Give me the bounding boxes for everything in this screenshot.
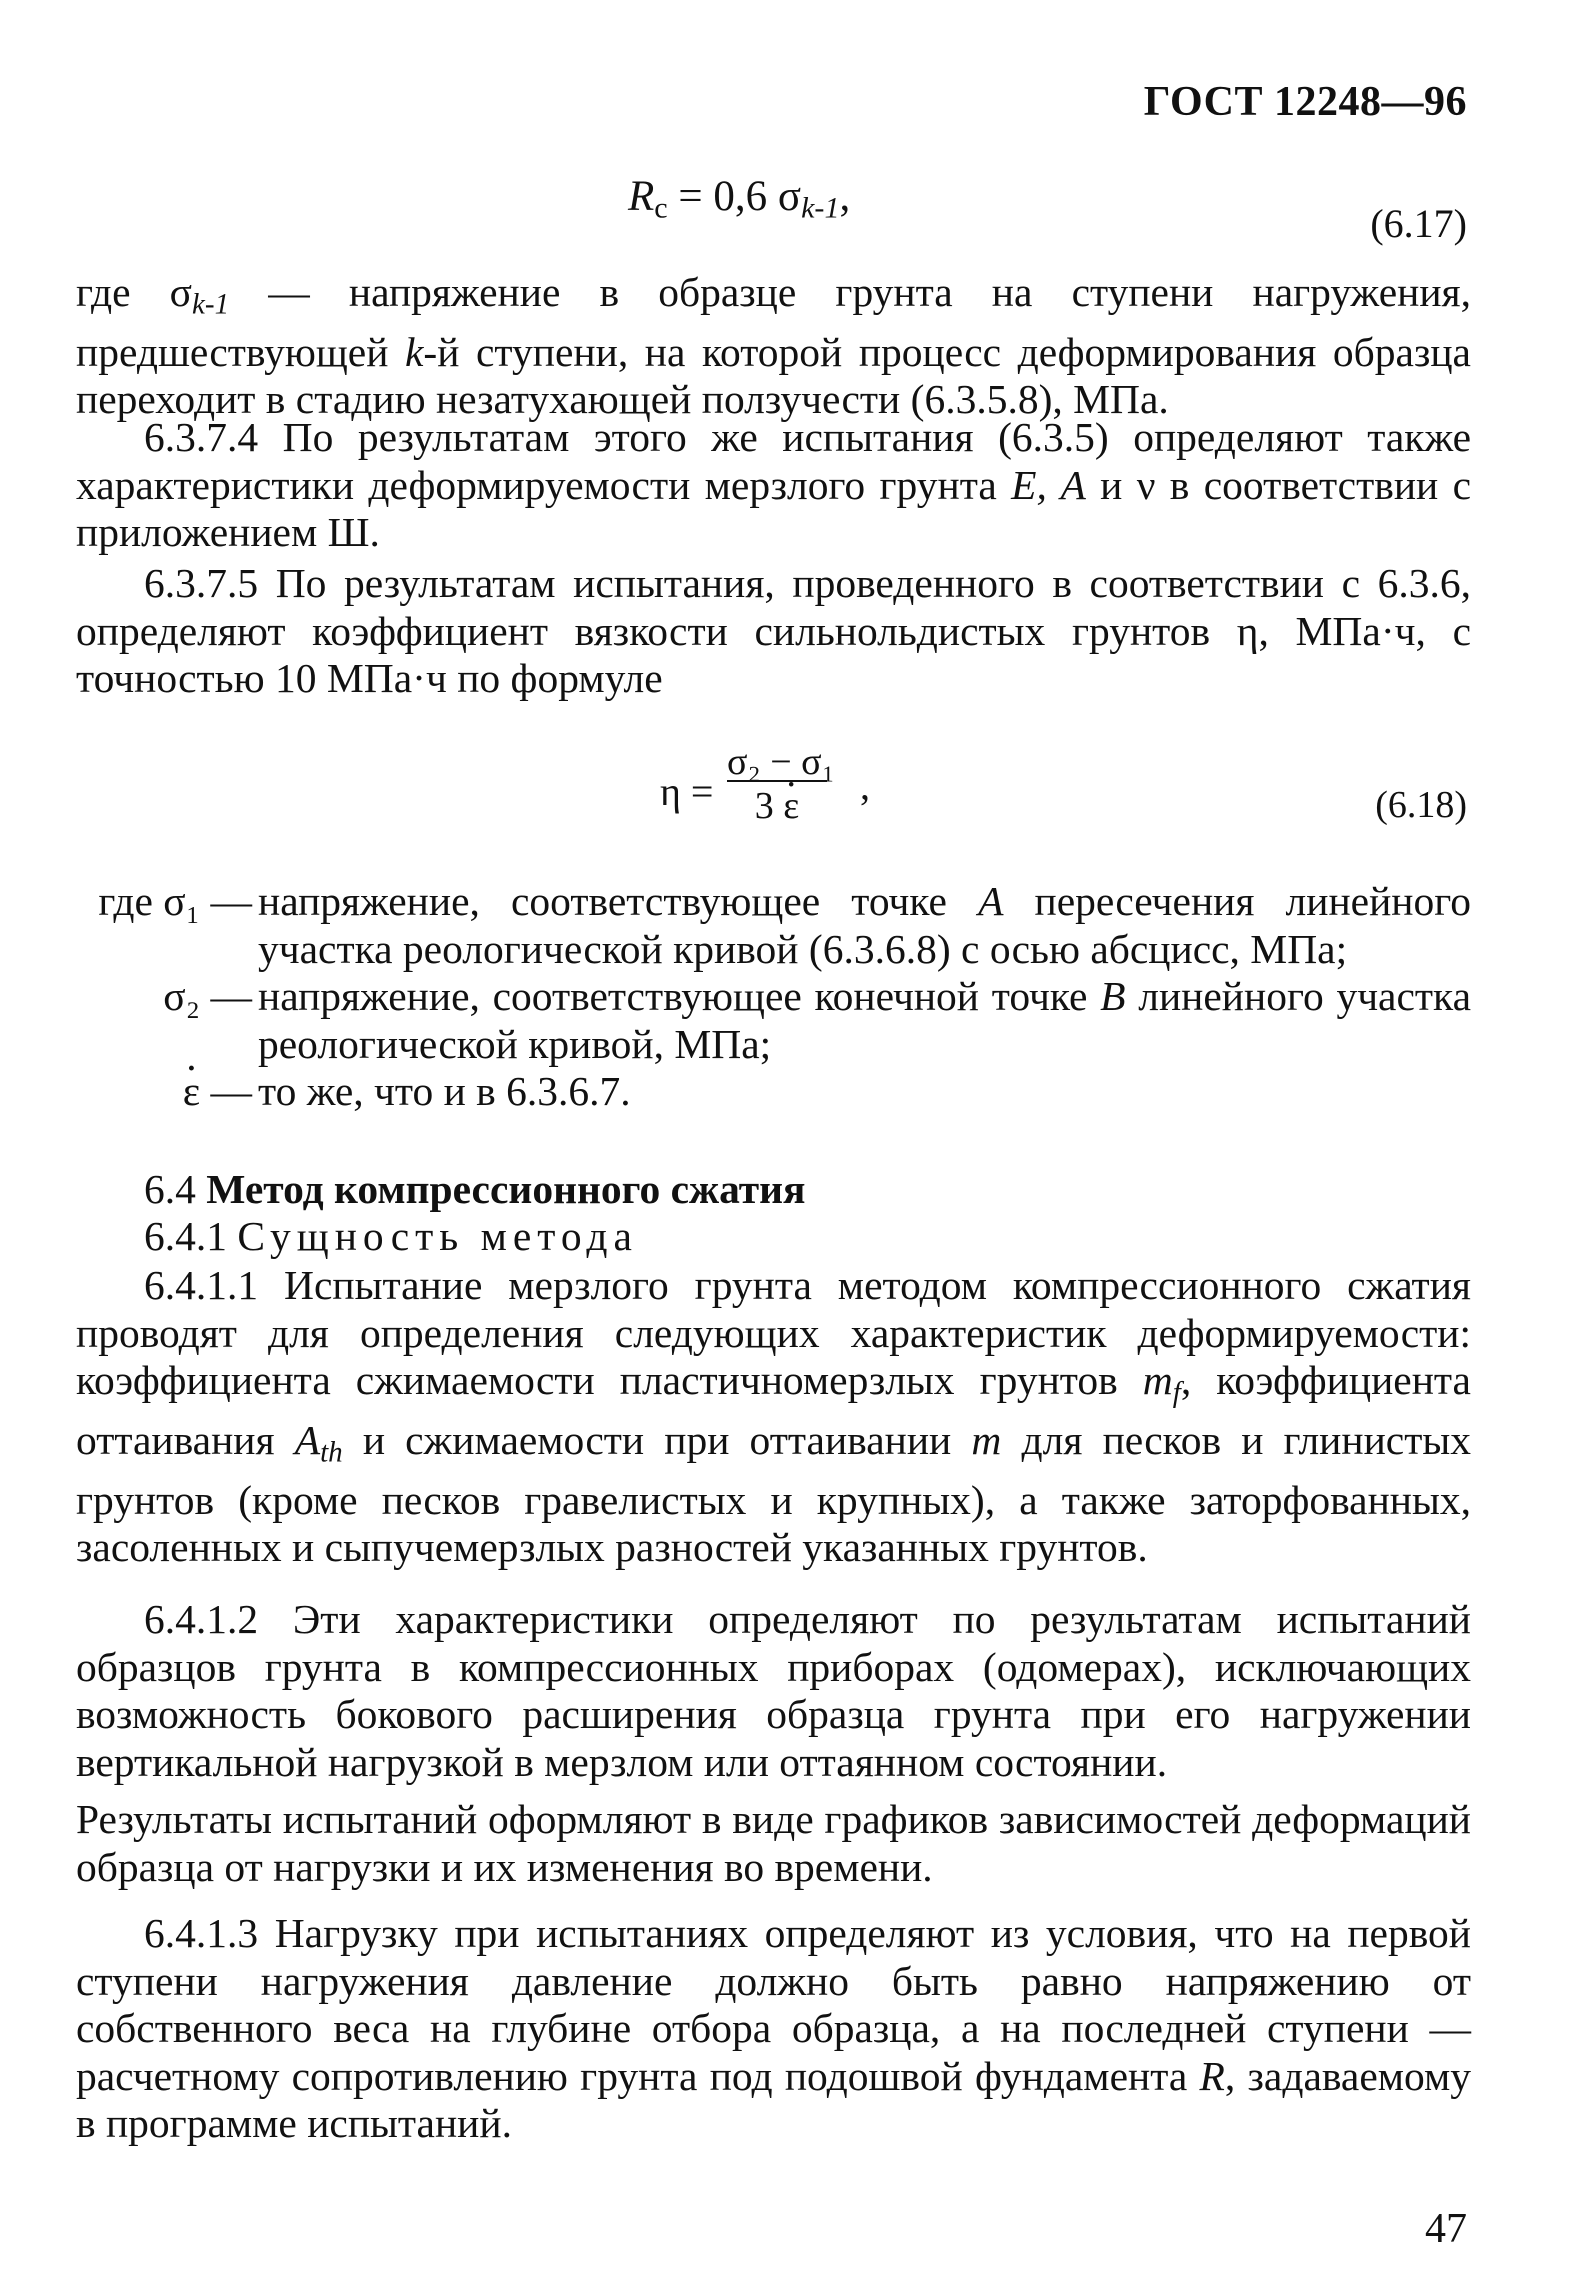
definition-6-17: где $\sigma_{k-1}$ — напряжение в образце грунта на ступени нагружения, предшествующей k-й ступени, на которой процесс деформирования образца переходит в стадию незатухающей ползучести (6.3.5.8), МПа. [76,269,1471,423]
definition-epsilon-dot: · ε — то же, что и в 6.3.6.7. [76,1068,1471,1116]
document-header: ГОСТ 12248—96 [1143,79,1467,125]
fraction-denominator: 3 · ε [727,784,827,828]
paragraph-6-4-1-1: 6.4.1.1 Испытание мерзлого грунта методом компрессионного сжатия проводят для определения следующих характеристик деформируемости: коэффициента сжимаемости пластичномерзлых грунтов $m_f$, коэффициента оттаивания $A_{th}$ и сжимаемости при оттаивании m для песков и глинистых грунтов (кроме песков гравелистых и крупных), а также заторфованных, засоленных и сыпучемерзлых разностей указанных грунтов. [76,1262,1471,1570]
definition-symbol: σ₂ — [163,973,252,1019]
definition-symbol: где σ₁ — [98,878,252,924]
fraction-bar [727,780,827,782]
definition-sigma1: где σ₁ — напряжение, соответствующее точке A пересечения линейного участка реологической кривой (6.3.6.8) с осью абсцисс, МПа; [76,878,1471,973]
paragraph-6-3-7-4: 6.3.7.4 По результатам этого же испытания (6.3.5) определяют также характеристики деформируемости мерзлого грунта E, A и ν в соответствии с приложением Ш. [76,414,1471,555]
formula-6-17: $R_c = 0,6$ $\sigma_{k-1}$, [628,173,851,225]
paragraph-results: Результаты испытаний оформляют в виде графиков зависимостей деформаций образца от нагрузки и их изменения во времени. [76,1796,1471,1890]
section-heading-6-4: 6.4 Метод компрессионного сжатия [144,1166,806,1212]
formula-6-18-tail: , [860,763,870,808]
equation-number-6-17: (6.17) [1370,201,1467,246]
formula-6-18-lhs: η = [660,769,714,814]
equation-number-6-18: (6.18) [1375,784,1467,826]
definition-sigma2: σ₂ — напряжение, соответствующее конечной точке B линейного участка реологической кривой, МПа; [76,973,1471,1068]
paragraph-6-4-1-2: 6.4.1.2 Эти характеристики определяют по результатам испытаний образцов грунта в компрессионных приборах (одомерах), исключающих возможность бокового расширения образца грунта при его нагружении вертикальной нагрузкой в мерзлом или оттаянном состоянии. [76,1596,1471,1785]
definition-symbol: · ε — [76,1068,252,1116]
paragraph-6-4-1-3: 6.4.1.3 Нагрузку при испытаниях определяют из условия, что на первой ступени нагружения давление должно быть равно напряжению от собственного веса на глубине отбора образца, а на последней ступени — расчетному сопротивлению грунта под подошвой фундамента R, задаваемому в программе испытаний. [76,1910,1472,2146]
definitions-6-18 [76,878,1471,1116]
page-number: 47 [1425,2206,1467,2252]
section-heading-6-4-1: 6.4.1 Сущность метода [144,1213,638,1259]
paragraph-6-3-7-5: 6.3.7.5 По результатам испытания, проведенного в соответствии с 6.3.6, определяют коэффициент вязкости сильнольдистых грунтов η, МПа·ч, с точностью 10 МПа·ч по формуле [76,560,1471,701]
fraction-numerator: σ₂ − σ₁ [727,741,835,783]
